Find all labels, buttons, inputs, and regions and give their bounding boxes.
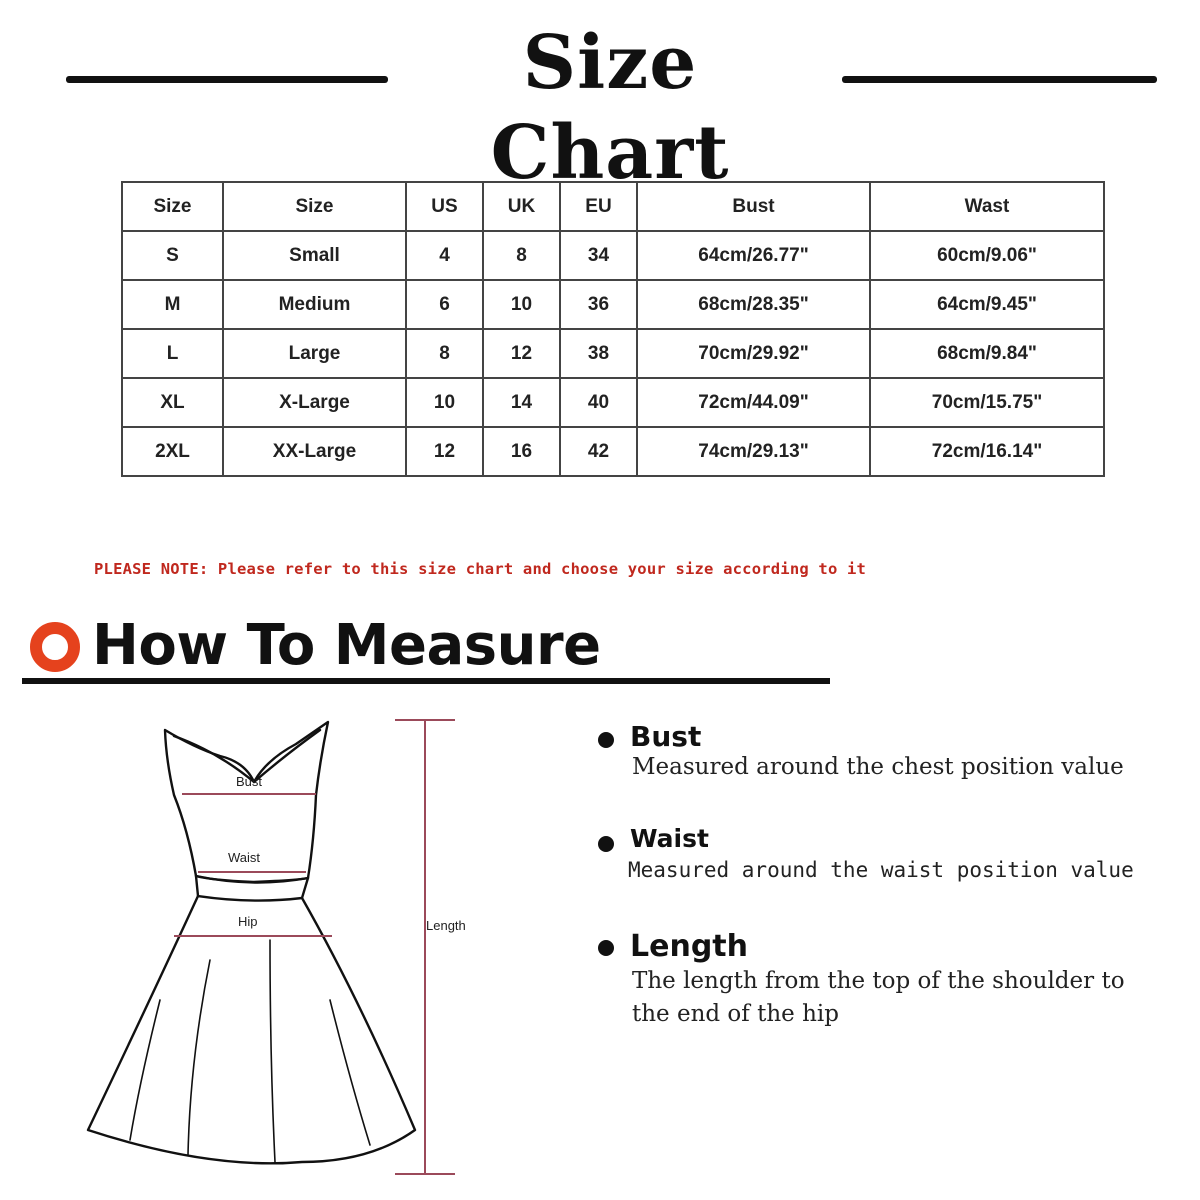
table-cell: 10 — [483, 280, 560, 329]
table-cell: 70cm/15.75" — [870, 378, 1104, 427]
size-table — [121, 181, 1105, 477]
header-cell: Size — [122, 182, 223, 231]
table-cell: S — [122, 231, 223, 280]
term-bust — [598, 722, 1158, 792]
table-cell: 64cm/9.45" — [870, 280, 1104, 329]
table-cell: 72cm/44.09" — [637, 378, 870, 427]
table-cell: 64cm/26.77" — [637, 231, 870, 280]
bullet-icon — [598, 732, 614, 748]
term-length — [598, 930, 1158, 1040]
table-cell: Large — [223, 329, 406, 378]
dress-waistband — [196, 876, 308, 901]
table-cell: 70cm/29.92" — [637, 329, 870, 378]
page-title: Size Chart — [490, 20, 730, 196]
size-chart-header — [0, 18, 1200, 196]
table-cell: 34 — [560, 231, 637, 280]
header-cell: Wast — [870, 182, 1104, 231]
table-header-row — [122, 182, 1104, 231]
title-rule-right — [842, 76, 1157, 83]
table-cell: 4 — [406, 231, 483, 280]
table-cell: 60cm/9.06" — [870, 231, 1104, 280]
diagram-label-bust: Bust — [236, 774, 263, 789]
term-desc: the end of the hip — [632, 1001, 839, 1027]
term-name: Length — [630, 929, 748, 964]
table-cell: 16 — [483, 427, 560, 476]
size-note: PLEASE NOTE: Please refer to this size chart and choose your size according to it — [94, 560, 867, 578]
table-cell: 12 — [406, 427, 483, 476]
table-cell: 36 — [560, 280, 637, 329]
table-cell: 12 — [483, 329, 560, 378]
diagram-label-length: Length — [426, 918, 466, 933]
table-cell: 14 — [483, 378, 560, 427]
table-cell: 74cm/29.13" — [637, 427, 870, 476]
dress-diagram — [70, 700, 490, 1190]
table-cell: Medium — [223, 280, 406, 329]
table-cell: L — [122, 329, 223, 378]
header-cell: EU — [560, 182, 637, 231]
table-row — [122, 231, 1104, 280]
table-cell: 6 — [406, 280, 483, 329]
table-cell: 8 — [483, 231, 560, 280]
bullet-icon — [598, 940, 614, 956]
table-cell: 72cm/16.14" — [870, 427, 1104, 476]
circle-bullet-icon — [30, 622, 80, 672]
table-cell: 68cm/28.35" — [637, 280, 870, 329]
table-cell: 10 — [406, 378, 483, 427]
table-cell: 40 — [560, 378, 637, 427]
term-name: Waist — [630, 824, 709, 853]
header-cell: UK — [483, 182, 560, 231]
dress-skirt-folds — [130, 940, 370, 1162]
table-cell: 68cm/9.84" — [870, 329, 1104, 378]
section-rule — [22, 678, 830, 684]
diagram-label-waist: Waist — [228, 850, 261, 865]
header-cell: Bust — [637, 182, 870, 231]
table-row — [122, 378, 1104, 427]
table-row — [122, 329, 1104, 378]
table-row — [122, 427, 1104, 476]
term-name: Bust — [630, 720, 702, 753]
term-desc: Measured around the chest position value — [632, 754, 1124, 780]
header-cell: US — [406, 182, 483, 231]
table-cell: M — [122, 280, 223, 329]
term-desc: The length from the top of the shoulder to — [632, 968, 1125, 994]
section-title: How To Measure — [92, 613, 601, 678]
table-cell: 42 — [560, 427, 637, 476]
table-cell: 2XL — [122, 427, 223, 476]
table-cell: XX-Large — [223, 427, 406, 476]
term-waist — [598, 824, 1158, 894]
table-cell: 38 — [560, 329, 637, 378]
how-to-measure-header — [22, 612, 842, 692]
bullet-icon — [598, 836, 614, 852]
header-cell: Size — [223, 182, 406, 231]
table-cell: X-Large — [223, 378, 406, 427]
table-cell: Small — [223, 231, 406, 280]
table-cell: 8 — [406, 329, 483, 378]
table-cell: XL — [122, 378, 223, 427]
table-row — [122, 280, 1104, 329]
term-desc: Measured around the waist position value — [628, 858, 1134, 882]
title-rule-left — [66, 76, 388, 83]
diagram-label-hip: Hip — [238, 914, 258, 929]
